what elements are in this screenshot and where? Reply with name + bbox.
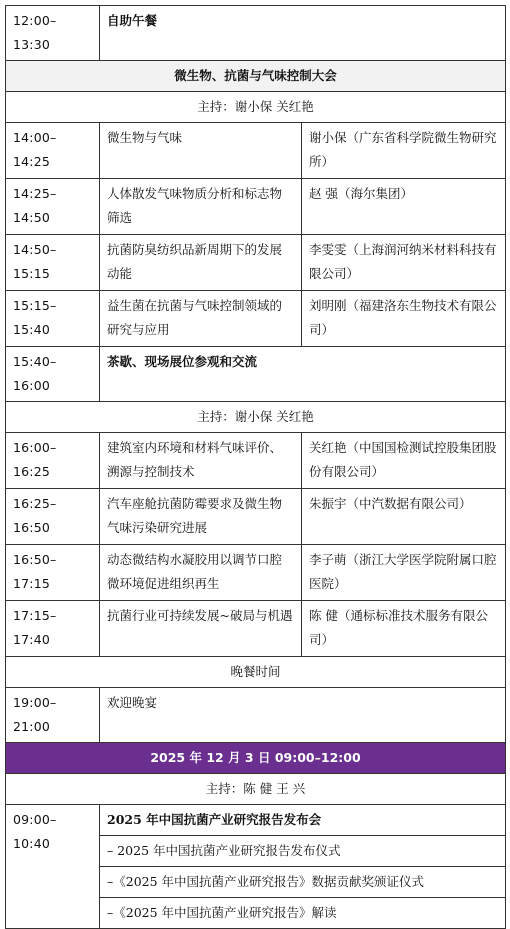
section-title-row [6,61,506,92]
talk-speaker: 朱振宇（中汽数据有限公司） [302,489,506,545]
talk-speaker: 李雯雯（上海润河纳米材料科技有限公司） [302,235,506,291]
agenda-table [5,5,506,929]
talk-speaker: 赵 强（海尔集团） [302,179,506,235]
time-cell: 14:00–14:25 [6,123,100,179]
release-title: 2025 年中国抗菌产业研究报告发布会 [100,805,506,836]
time-cell: 15:40–16:00 [6,347,100,402]
host-row [6,774,506,805]
talk-topic: 建筑室内环境和材料气味评价、溯源与控制技术 [100,433,302,489]
talk-speaker: 陈 健（通标标准技术服务有限公司） [302,601,506,657]
talk-topic: 抗菌行业可持续发展~破局与机遇 [100,601,302,657]
talk-row [6,601,506,657]
talk-topic: 动态微结构水凝胶用以调节口腔微环境促进组织再生 [100,545,302,601]
talk-topic: 人体散发气味物质分析和标志物筛选 [100,179,302,235]
dinner-title: 欢迎晚宴 [100,688,506,743]
host-row [6,402,506,433]
talk-row [6,545,506,601]
lunch-title: 自助午餐 [100,6,506,61]
talk-row [6,291,506,347]
talk-row [6,489,506,545]
release-item: –《2025 年中国抗菌产业研究报告》解读 [100,898,506,929]
talk-topic: 抗菌防臭纺织品新周期下的发展动能 [100,235,302,291]
date-header: 2025 年 12 月 3 日 09:00–12:00 [6,743,506,774]
break-row [6,347,506,402]
release-item: –《2025 年中国抗菌产业研究报告》数据贡献奖颁证仪式 [100,867,506,898]
dinner-title-row [6,657,506,688]
talk-speaker: 李子萌（浙江大学医学院附属口腔医院） [302,545,506,601]
host-text: 主持：陈 健 王 兴 [6,774,506,805]
time-cell: 12:00–13:30 [6,6,100,61]
date-header-row [6,743,506,774]
time-cell: 17:15–17:40 [6,601,100,657]
host-text: 主持：谢小保 关红艳 [6,402,506,433]
host-row [6,92,506,123]
section-title: 微生物、抗菌与气味控制大会 [6,61,506,92]
talk-row [6,123,506,179]
time-cell: 15:15–15:40 [6,291,100,347]
time-cell: 14:25–14:50 [6,179,100,235]
time-cell: 16:50–17:15 [6,545,100,601]
dinner-heading: 晚餐时间 [6,657,506,688]
talk-row [6,179,506,235]
host-text: 主持：谢小保 关红艳 [6,92,506,123]
lunch-row [6,6,506,61]
time-cell: 16:25–16:50 [6,489,100,545]
talk-speaker: 谢小保（广东省科学院微生物研究所） [302,123,506,179]
time-cell: 16:00–16:25 [6,433,100,489]
talk-speaker: 关红艳（中国国检测试控股集团股份有限公司） [302,433,506,489]
talk-speaker: 刘明刚（福建洛东生物技术有限公司） [302,291,506,347]
time-cell: 14:50–15:15 [6,235,100,291]
talk-row [6,235,506,291]
time-cell: 09:00–10:40 [6,805,100,929]
release-item: – 2025 年中国抗菌产业研究报告发布仪式 [100,836,506,867]
talk-topic: 微生物与气味 [100,123,302,179]
release-row [6,805,506,836]
time-cell: 19:00–21:00 [6,688,100,743]
break-title: 茶歇、现场展位参观和交流 [100,347,506,402]
agenda-sheet [5,5,505,929]
talk-topic: 益生菌在抗菌与气味控制领域的研究与应用 [100,291,302,347]
dinner-row [6,688,506,743]
talk-topic: 汽车座舱抗菌防霉要求及微生物气味污染研究进展 [100,489,302,545]
talk-row [6,433,506,489]
